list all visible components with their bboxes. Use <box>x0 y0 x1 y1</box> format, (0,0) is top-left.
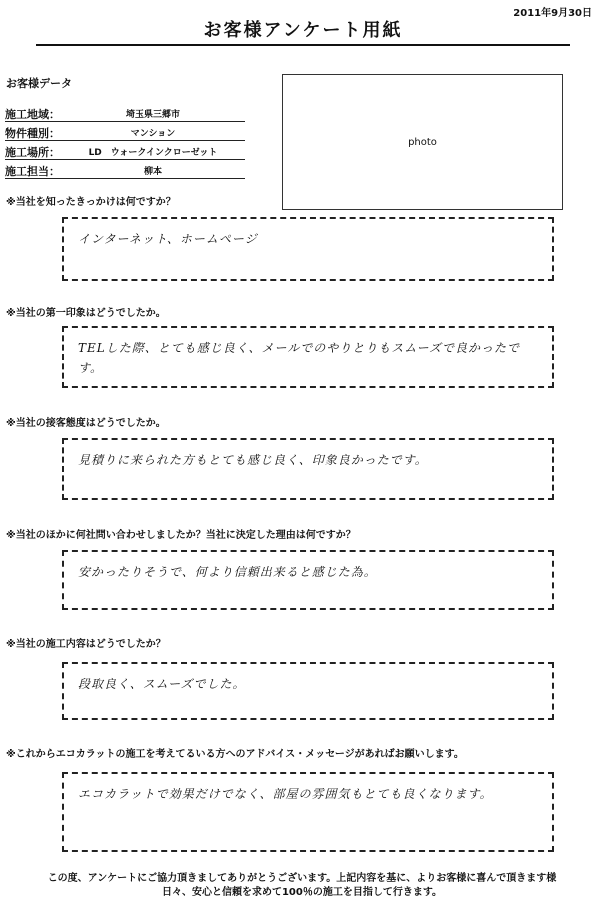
photo-label: photo <box>408 136 437 148</box>
answer-box-6 <box>62 772 554 852</box>
answer-box-3 <box>62 438 554 500</box>
question-label-4: ※当社のほかに何社問い合わせしましたか？当社に決定した理由は何ですか？ <box>6 530 356 541</box>
customer-data-heading: お客様データ <box>6 77 72 90</box>
info-value-property-type: マンション <box>130 129 176 139</box>
answer-text-6: エコカラットで効果だけでなく、部屋の雰囲気もとても良くなります。 <box>78 787 493 801</box>
answer-box-5 <box>62 662 554 720</box>
info-value-staff: 柳本 <box>143 167 162 177</box>
info-label-location: 施工場所： <box>5 146 60 159</box>
answer-text-1: インターネット、ホームページ <box>78 232 258 246</box>
question-label-3: ※当社の接客態度はどうでしたか。 <box>6 418 166 429</box>
question-label-5: ※当社の施工内容はどうでしたか？ <box>6 639 166 650</box>
question-label-2: ※当社の第一印象はどうでしたか。 <box>6 308 166 319</box>
info-row-staff <box>5 161 245 179</box>
answer-box-1 <box>62 217 554 281</box>
info-value-area: 埼玉県三郷市 <box>125 110 180 120</box>
survey-date: 2011年9月30日 <box>513 8 592 19</box>
answer-text-5: 段取良く、スムーズでした。 <box>78 677 246 691</box>
info-label-property-type: 物件種別： <box>5 127 60 140</box>
info-row-area <box>5 104 245 122</box>
answer-text-2: TELした際、とても感じ良く、メールでのやりとりもスムーズで良かったです。 <box>78 341 521 375</box>
info-label-area: 施工地域： <box>5 108 60 121</box>
answer-box-4 <box>62 550 554 610</box>
question-label-6: ※これからエコカラットの施工を考えてるいる方へのアドバイス・メッセージがあればお願いします。 <box>6 749 464 760</box>
footer-line-1: この度、アンケートにご協力頂きましてありがとうございます。上記内容を基に、よりお客様に喜んで頂きます様 <box>47 873 557 884</box>
question-label-1: ※当社を知ったきっかけは何ですか？ <box>6 197 176 208</box>
page-title: お客様アンケート用紙 <box>36 18 570 46</box>
answer-text-4: 安かったりそうで、何より信頼出来ると感じた為。 <box>78 565 377 579</box>
answer-box-2 <box>62 326 554 388</box>
answer-text-3: 見積りに来られた方もとても感じ良く、印象良かったです。 <box>78 453 428 467</box>
info-row-property-type <box>5 123 245 141</box>
info-row-location <box>5 142 245 160</box>
photo-placeholder <box>282 74 563 210</box>
info-label-staff: 施工担当： <box>5 165 60 178</box>
footer-line-2: 日々、安心と信頼を求めて100％の施工を目指して行きます。 <box>161 887 443 898</box>
info-value-location: LD ウォークインクローゼット <box>88 148 218 158</box>
